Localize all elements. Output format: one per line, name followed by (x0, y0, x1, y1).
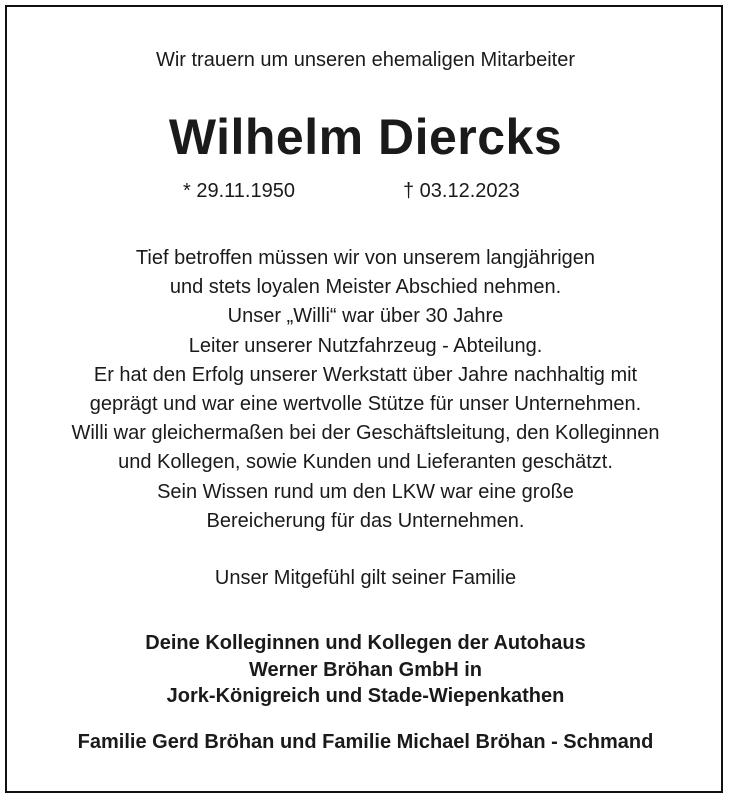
body-line: Er hat den Erfolg unserer Werkstatt über Jahre nachhaltig mit (93, 363, 638, 386)
colleagues-signature (0, 630, 731, 710)
body-line: und Kollegen, sowie Kunden und Lieferanten geschätzt. (118, 451, 613, 474)
body-line: Leiter unserer Nutzfahrzeug - Abteilung. (188, 334, 543, 357)
body-line: Tief betroffen müssen wir von unserem langjährigen (135, 247, 596, 269)
signature-line: Jork-Königreich und Stade-Wiepenkathen (166, 685, 565, 707)
body-line: Willi war gleichermaßen bei der Geschäftsleitung, den Kolleginnen (71, 422, 660, 445)
obituary-body (0, 244, 731, 536)
body-line: Sein Wissen rund um den LKW war eine große (157, 480, 574, 503)
deceased-name: Wilhelm Diercks (168, 109, 563, 165)
death-date: † 03.12.2023 (403, 180, 520, 202)
signature-line: Deine Kolleginnen und Kollegen der Autohaus (145, 632, 586, 654)
sympathy-text: Unser Mitgefühl gilt seiner Familie (214, 567, 517, 589)
body-line: Bereicherung für das Unternehmen. (206, 509, 525, 532)
intro-text: Wir trauern um unseren ehemaligen Mitarbeiter (155, 49, 576, 71)
body-line: und stets loyalen Meister Abschied nehmen. (169, 276, 562, 299)
body-line: Unser „Willi“ war über 30 Jahre (227, 305, 504, 328)
birth-date: * 29.11.1950 (183, 180, 295, 202)
family-signature: Familie Gerd Bröhan und Familie Michael Bröhan - Schmand (77, 731, 654, 753)
signature-line: Werner Bröhan GmbH in (249, 658, 482, 681)
body-line: geprägt und war eine wertvolle Stütze für unser Unternehmen. (89, 393, 642, 416)
